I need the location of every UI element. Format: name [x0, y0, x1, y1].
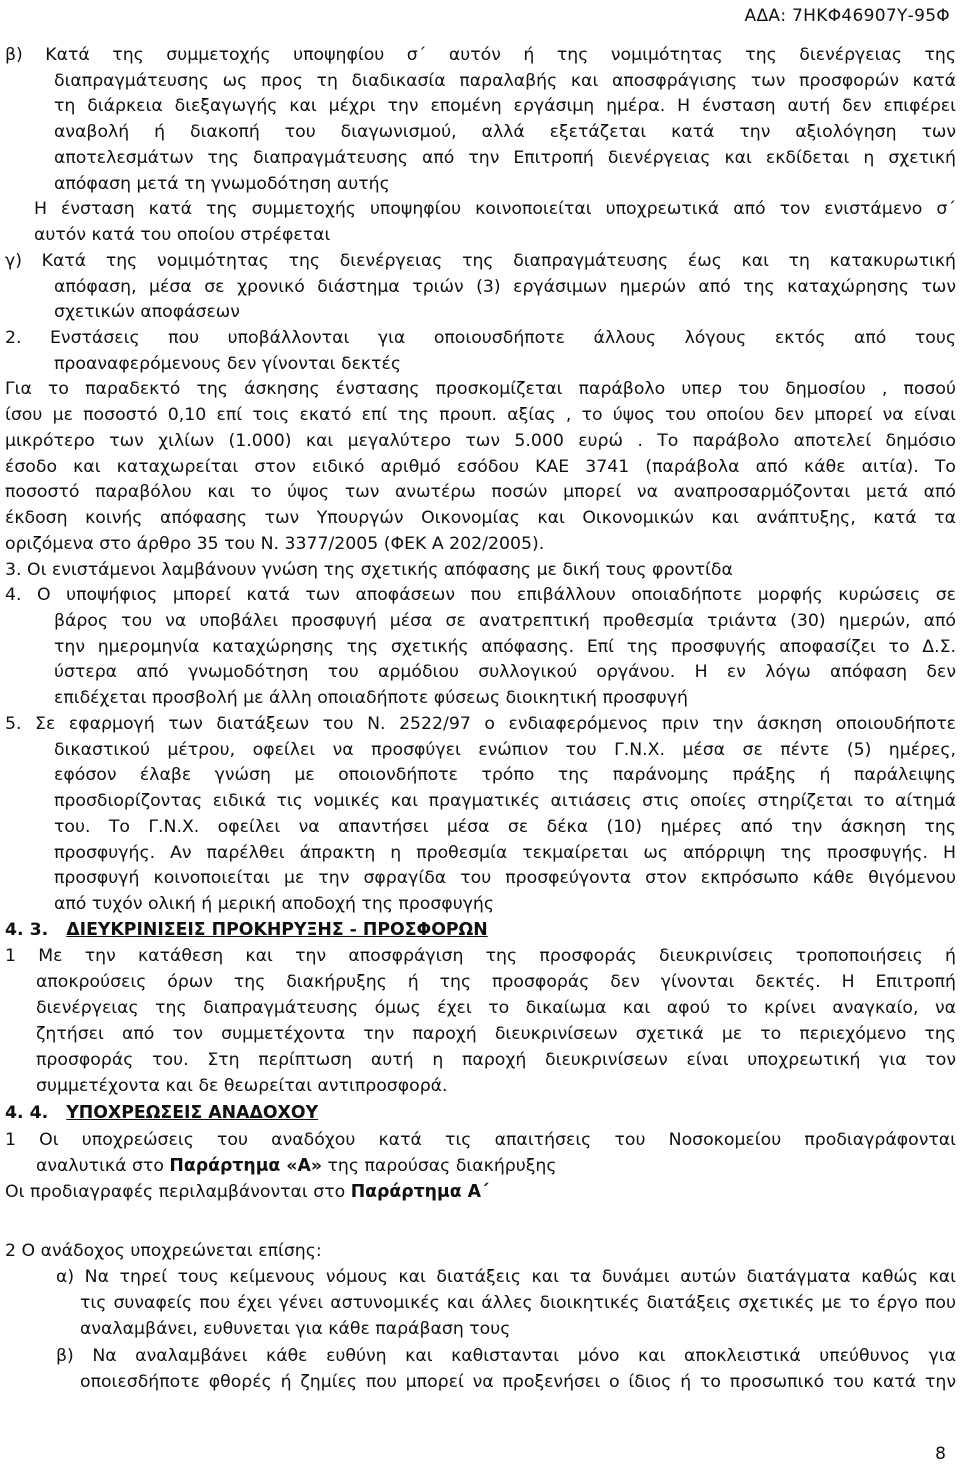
annex-reference: Παράρτημα Α΄ [350, 1182, 489, 1202]
paragraph-line [36, 1155, 556, 1177]
section-number: 4. 3. [5, 920, 49, 940]
paragraph-line: μικρότερο των χιλίων (1.000) και μεγαλύτερο των 5.000 ευρώ . Το παράβολο αποτελεί δημόσιο [5, 431, 956, 451]
annex-reference: Παράρτημα «Α» [169, 1156, 323, 1176]
paragraph-line: ζητήσει από τον συμμετέχοντα την παροχή διευκρινίσεων σχετικά με το περιεχόμενο της [36, 1024, 956, 1044]
paragraph-line: 1 Οι υποχρεώσεις του αναδόχου κατά τις απαιτήσεις του Νοσοκομείου προδιαγράφονται [5, 1130, 956, 1150]
paragraph-line: δικαστικού μέτρου, οφείλει να προσφύγει ενώπιον του Γ.Ν.Χ. μέσα σε πέντε (5) ημέρες, [54, 740, 956, 760]
paragraph-line: οριζόμενα στο άρθρο 35 του Ν. 3377/2005 (ΦΕΚ Α 202/2005). [5, 534, 545, 554]
section-title: ΔΙΕΥΚΡΙΝΙΣΕΙΣ ΠΡΟΚΗΡΥΞΗΣ - ΠΡΟΣΦΟΡΩΝ [66, 920, 488, 940]
paragraph-line: β) Να αναλαμβάνει κάθε ευθύνη και καθιστανται μόνο και αποκλειστικά υπεύθυνος για [56, 1346, 956, 1366]
paragraph-line: του. Το Γ.Ν.Χ. οφείλει να απαντήσει μέσα σε δέκα (10) ημέρες από την άσκηση της [54, 817, 956, 837]
paragraph-line: αναλαμβάνει, ευθυνεται για κάθε παράβαση τους [80, 1319, 511, 1339]
paragraph-line: συμμετέχοντα και δε θεωρείται αντιπροσφορά. [36, 1076, 448, 1096]
paragraph-line: απόφαση, μέσα σε χρονικό διάστημα τριών (3) εργάσιμων ημερών από της καταχώρησης των [54, 277, 956, 297]
paragraph-line: προσφυγής. Αν παρέλθει άπρακτη η προθεσμία τεκμαίρεται ως απόρριψη της προσφυγής. Η [54, 843, 956, 863]
paragraph-line: 2 Ο ανάδοχος υποχρεώνεται επίσης: [5, 1241, 322, 1261]
paragraph-line: 5. Σε εφαρμογή των διατάξεων του Ν. 2522/97 ο ενδιαφερόμενος πριν την άσκηση οποιουδήποτε [5, 714, 956, 734]
paragraph-line: προσδιορίζοντας ειδικά τις νομικές και πραγματικές αιτιάσεις στις οποίες στηρίζεται το αίτημά [54, 791, 956, 811]
section-heading [5, 1102, 318, 1124]
paragraph-line: προαναφερόμενους δεν γίνονται δεκτές [54, 354, 402, 374]
paragraph-line: την ημερομηνία καταχώρησης της σχετικής απόφασης. Επί της προσφυγής αποφασίζει το Δ.Σ. [54, 637, 956, 657]
paragraph-line: αυτόν κατά του οποίου στρέφεται [34, 225, 331, 245]
paragraph-line: απόφαση μετά τη γνωμοδότηση αυτής [54, 174, 390, 194]
paragraph-line: 4. Ο υποψήφιος μπορεί κατά των αποφάσεων που επιβάλλουν οποιαδήποτε μορφής κυρώσεις σε [5, 585, 956, 605]
paragraph-line [5, 1181, 489, 1203]
paragraph-line: 2. Ενστάσεις που υποβάλλονται για οποιουσδήποτε άλλους λόγους εκτός από τους [5, 328, 956, 348]
text-run: της παρούσας διακήρυξης [322, 1156, 557, 1176]
paragraph-line: προσφοράς του. Στη περίπτωση αυτή η παροχή διευκρινίσεων είναι υποχρεωτική για τον [36, 1050, 956, 1070]
text-run: αναλυτικά στο [36, 1156, 170, 1176]
paragraph-line: έκδοση κοινής απόφασης των Υπουργών Οικονομίας και Οικονομικών και ανάπτυξης, κατά τα [5, 508, 956, 528]
paragraph-line: έσοδο και καταχωρείται στον ειδικό αριθμό εσόδου ΚΑΕ 3741 (παράβολα από κάθε αιτία). Το [5, 457, 956, 477]
paragraph-line: τη διάρκεια διεξαγωγής και μέχρι την επομένη εργάσιμη ημέρα. Η ένσταση αυτή δεν επιφέρει [54, 96, 956, 116]
paragraph-line: τις συναφείς που έχει γένει αστυνομικές και άλλες διοικητικές διατάξεις σχετικές με το έργο που [80, 1293, 956, 1313]
paragraph-line: 3. Οι ενιστάμενοι λαμβάνουν γνώση της σχετικής απόφασης με δική τους φροντίδα [5, 560, 733, 580]
paragraph-line: ύστερα από γνωμοδότηση του αρμόδιου συλλογικού οργάνου. Η εν λόγω απόφαση δεν [54, 662, 956, 682]
paragraph-line: αποτελεσμάτων της διαπραγμάτευσης από την Επιτροπή διενέργειας και εκδίδεται η σχετική [54, 148, 956, 168]
paragraph-line: β) Κατά της συμμετοχής υποψηφίου σ΄ αυτόν ή της νομιμότητας της διενέργειας της [5, 45, 956, 65]
page-number: 8 [935, 1444, 946, 1464]
paragraph-line: εφόσον έλαβε γνώση με οποιονδήποτε τρόπο της παράνομης πράξης ή παράλειψης [54, 765, 956, 785]
section-title: ΥΠΟΧΡΕΩΣΕΙΣ ΑΝΑΔΟΧΟΥ [66, 1103, 319, 1123]
text-run: Οι προδιαγραφές περιλαμβάνονται στο [5, 1182, 351, 1202]
paragraph-line: σχετικών αποφάσεων [54, 302, 240, 322]
paragraph-line: βάρος του να υποβάλει προσφυγή μέσα σε ανατρεπτική προθεσμία τριάντα (30) ημερών, από [54, 611, 956, 631]
paragraph-line: 1 Με την κατάθεση και την αποσφράγιση της προσφοράς διευκρινίσεις τροποποιήσεις ή [5, 946, 956, 966]
paragraph-line: ποσοστό παραβόλου και το ύψος των ανωτέρω ποσών μπορεί να αναπροσαρμόζονται μετά από [5, 482, 956, 502]
paragraph-line: διαπραγμάτευσης ως προς τη διαδικασία παραλαβής και αποσφράγισης των προσφορών κατά [54, 71, 956, 91]
section-heading [5, 919, 488, 941]
ada-code: ΑΔΑ: 7ΗΚΦ46907Υ-95Φ [744, 6, 950, 26]
section-number: 4. 4. [5, 1103, 49, 1123]
paragraph-line: ίσου με ποσοστό 0,10 επί τοις εκατό επί της προυπ. αξίας , το ύψος του οποίου δεν μπορεί να είναι [5, 405, 956, 425]
paragraph-line: προσφυγή κοινοποιείται με την σφραγίδα του προσφεύγοντα στον εκπρόσωπο κάθε θιγόμενου [54, 868, 956, 888]
paragraph-line: διενέργειας της διαπραγμάτευσης όμως έχει το δικαίωμα και αφού το κρίνει αναγκαίο, να [36, 998, 956, 1018]
paragraph-line: αποκρούσεις όρων της διακήρυξης ή της προσφοράς δεν γίνονται δεκτές. Η Επιτροπή [36, 972, 956, 992]
paragraph-line: αναβολή ή διακοπή του διαγωνισμού, αλλά εξετάζεται κατά την αξιολόγηση των [54, 122, 956, 142]
paragraph-line: οποιεσδήποτε φθορές ή ζημίες που μπορεί να προξενήσει ο ίδιος ή το προσωπικό του κατά την [80, 1372, 956, 1392]
paragraph-line: από τυχόν ολική ή μερική αποδοχή της προσφυγής [54, 894, 495, 914]
paragraph-line: Για το παραδεκτό της άσκησης ένστασης προσκομίζεται παράβολο υπερ του δημοσίου , ποσού [5, 379, 956, 399]
paragraph-line: α) Να τηρεί τους κείμενους νόμους και διατάξεις και τα δυνάμει αυτών διατάγματα καθώς και [56, 1267, 956, 1287]
paragraph-line: γ) Κατά της νομιμότητας της διενέργειας της διαπραγμάτευσης έως και τη κατακυρωτική [5, 251, 956, 271]
paragraph-line: Η ένσταση κατά της συμμετοχής υποψηφίου κοινοποιείται υποχρεωτικά από τον ενιστάμενο σ΄ [34, 199, 956, 219]
paragraph-line: επιδέχεται προσβολή με άλλη οποιαδήποτε φύσεως διοικητική προσφυγή [54, 688, 688, 708]
